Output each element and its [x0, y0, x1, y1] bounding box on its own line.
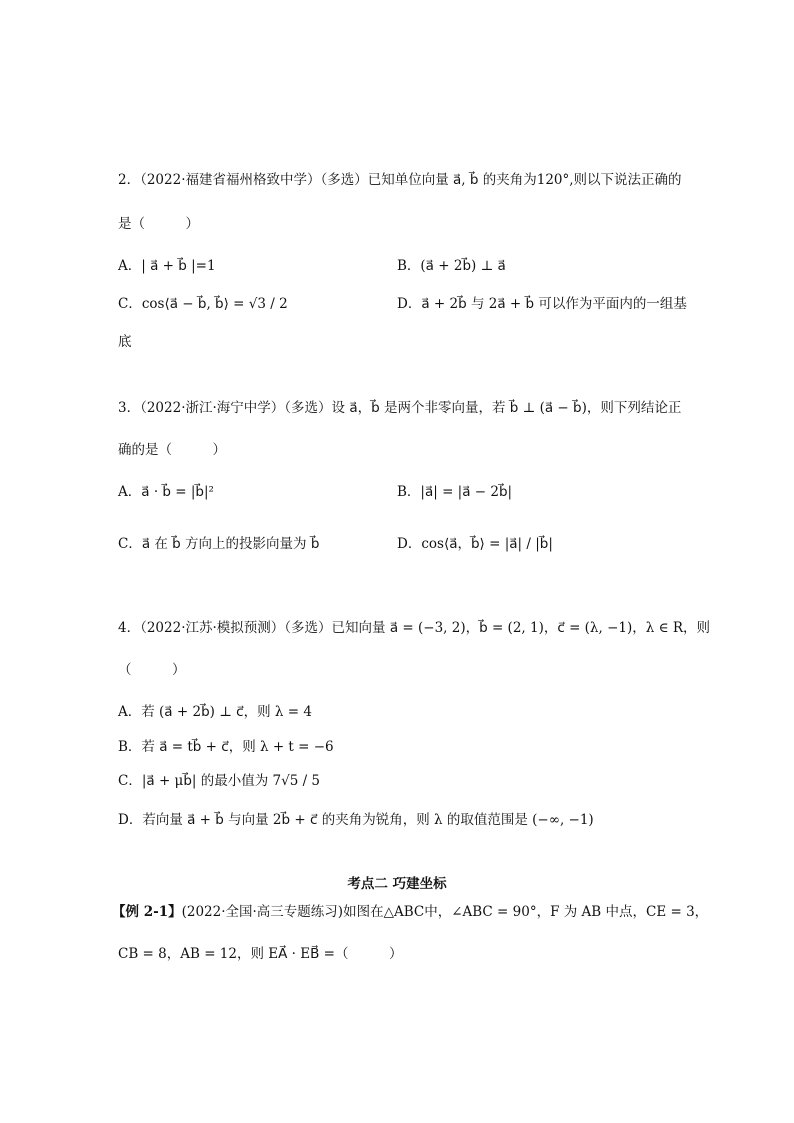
- section-title: 考点二 巧建坐标: [347, 876, 447, 892]
- q3-option-a: A．a⃗ · b⃗ = |b⃗|²: [118, 484, 214, 500]
- q4-option-b: B．若 a⃗ = tb⃗ + c⃗，则 λ + t = −6: [118, 739, 334, 755]
- q4-stem-line1: 4．（2022·江苏·模拟预测）（多选）已知向量 a⃗ = (−3, 2)，b⃗ = (2, 1)，c⃗ = (λ, −1)，λ ∈ R，则: [118, 620, 711, 636]
- example-stem-line1: (2022·全国·高三专题练习)如图在△ABC中，∠ABC = 90°，F 为 AB 中点，CE = 3，: [181, 904, 709, 920]
- q3-stem-line1: 3．（2022·浙江·海宁中学）（多选）设 a⃗，b⃗ 是两个非零向量，若 b⃗ ⊥ (a⃗ − b⃗)，则下列结论正: [118, 400, 682, 416]
- q4-stem-line2: （ ）: [118, 662, 186, 678]
- q2-stem-line2: 是（ ）: [118, 216, 199, 232]
- q3-stem-line2: 确的是（ ）: [118, 442, 226, 458]
- q2-option-a: A．| a⃗ + b⃗ |=1: [118, 258, 216, 274]
- example-line1: [112, 902, 708, 922]
- q4-option-d: D．若向量 a⃗ + b⃗ 与向量 2b⃗ + c⃗ 的夹角为锐角，则 λ 的取值范围是 (−∞, −1): [118, 812, 594, 828]
- q2-option-c: C．cos⟨a⃗ − b⃗, b⃗⟩ = √3 / 2: [118, 296, 288, 312]
- q2-stem-line1: 2．（2022·福建省福州格致中学）（多选）已知单位向量 a⃗, b⃗ 的夹角为120°,则以下说法正确的: [118, 172, 682, 188]
- q2-option-d: D．a⃗ + 2b⃗ 与 2a⃗ + b⃗ 可以作为平面内的一组基: [397, 296, 687, 312]
- q3-option-c: C．a⃗ 在 b⃗ 方向上的投影向量为 b⃗: [118, 536, 320, 552]
- q4-option-c: C．|a⃗ + μb⃗| 的最小值为 7√5 / 5: [118, 773, 321, 789]
- q2-option-d-continued: 底: [118, 334, 132, 350]
- q2-option-b: B．(a⃗ + 2b⃗) ⊥ a⃗: [397, 258, 506, 274]
- example-stem-line2: CB = 8，AB = 12，则 EA⃗ · EB⃗ =（ ）: [118, 946, 403, 962]
- q3-option-d: D．cos⟨a⃗，b⃗⟩ = |a⃗| / |b⃗|: [397, 536, 553, 552]
- q3-option-b: B．|a⃗| = |a⃗ − 2b⃗|: [397, 484, 513, 500]
- example-tag: 【例 2-1】: [112, 904, 182, 920]
- q4-option-a: A．若 (a⃗ + 2b⃗) ⊥ c⃗，则 λ = 4: [118, 704, 312, 720]
